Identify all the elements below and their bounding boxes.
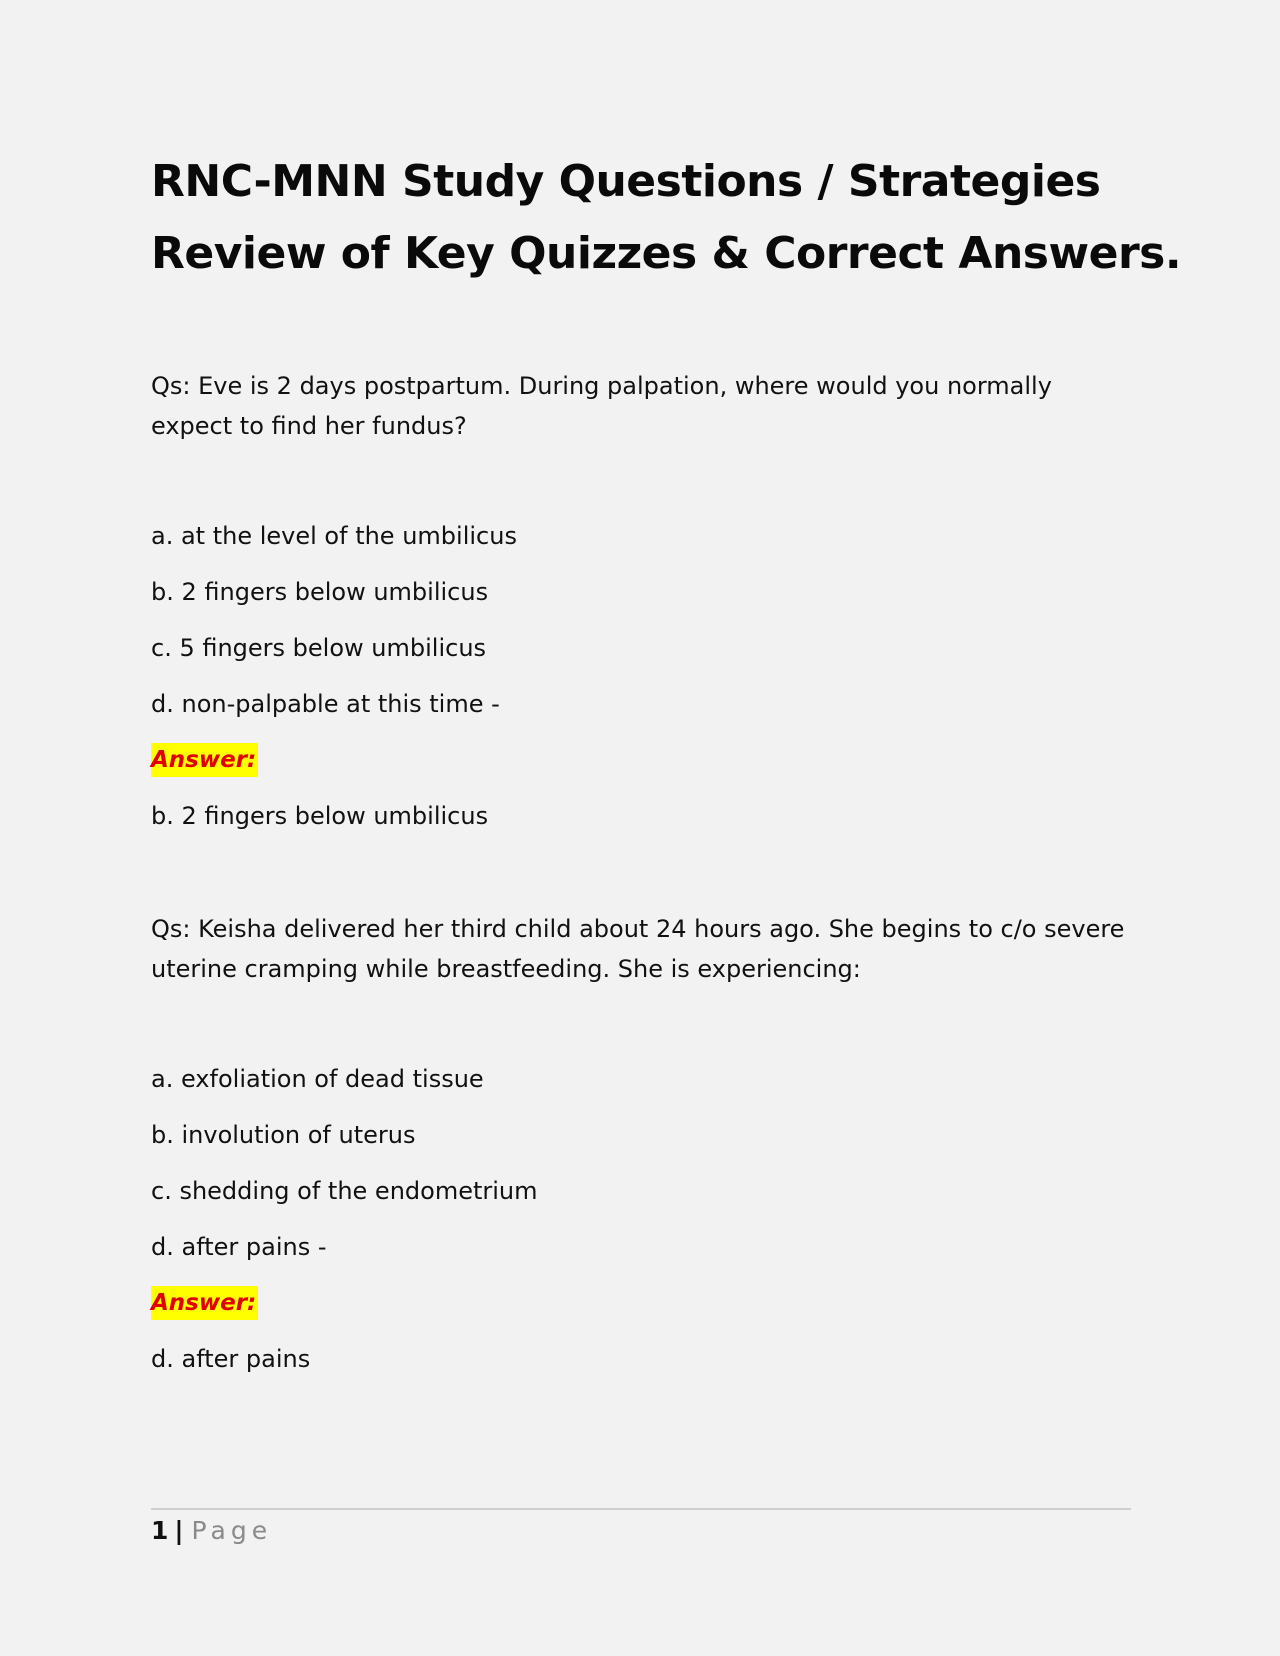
page-number: 1 bbox=[151, 1516, 169, 1545]
document-page bbox=[151, 0, 1182, 1656]
footer-separator: | bbox=[174, 1516, 184, 1545]
question-1-answer-label: Answer: bbox=[151, 743, 258, 777]
page-footer bbox=[151, 1513, 272, 1549]
question-2-option-d: d. after pains - bbox=[151, 1233, 327, 1261]
question-1-option-c: c. 5 fingers below umbilicus bbox=[151, 634, 487, 662]
title-line-1: RNC-MNN Study Questions / Strategies bbox=[151, 156, 1101, 207]
question-1-answer: b. 2 fingers below umbilicus bbox=[151, 802, 489, 830]
question-1-text: Qs: Eve is 2 days postpartum. During palpation, where would you normally expect to find her fundus? bbox=[151, 372, 1052, 440]
question-1-option-d: d. non-palpable at this time - bbox=[151, 690, 500, 718]
page-label: Page bbox=[191, 1516, 273, 1545]
question-2-text: Qs: Keisha delivered her third child about 24 hours ago. She begins to c/o severe uterine cramping while breastfeeding. She is experiencing: bbox=[151, 915, 1125, 983]
question-2-option-b: b. involution of uterus bbox=[151, 1121, 416, 1149]
question-2-answer-label: Answer: bbox=[151, 1286, 258, 1320]
question-2-option-c: c. shedding of the endometrium bbox=[151, 1177, 538, 1205]
question-1-option-a: a. at the level of the umbilicus bbox=[151, 522, 517, 550]
question-1-option-b: b. 2 fingers below umbilicus bbox=[151, 578, 489, 606]
footer-divider bbox=[151, 1508, 1131, 1510]
title-line-2: Review of Key Quizzes & Correct Answers. bbox=[151, 228, 1182, 279]
question-2-option-a: a. exfoliation of dead tissue bbox=[151, 1065, 484, 1093]
document-title bbox=[151, 146, 1181, 290]
question-2-answer: d. after pains bbox=[151, 1345, 311, 1373]
